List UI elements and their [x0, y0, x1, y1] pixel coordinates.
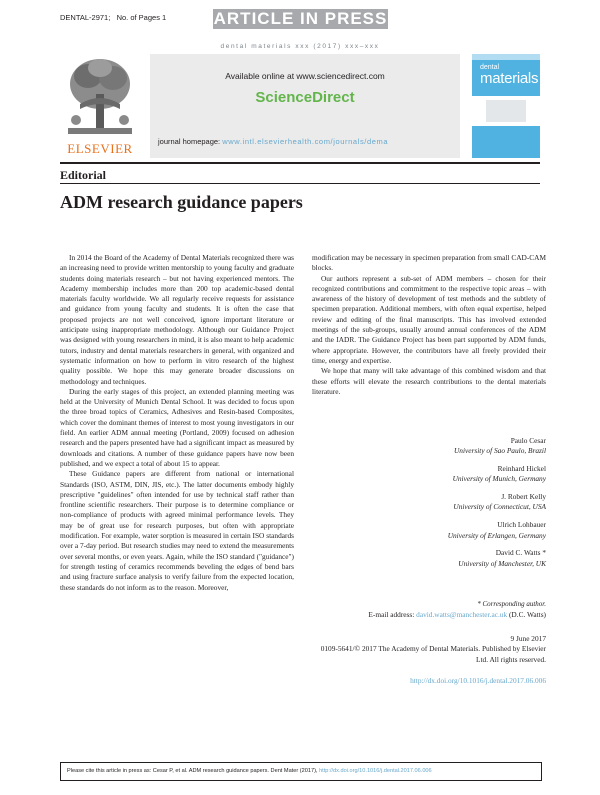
copyright-notice: 0109-5641/© 2017 The Academy of Dental Materials. Published by Elsevier Ltd. All rights reserved.: [320, 644, 546, 664]
cover-image-band: [472, 96, 540, 126]
author-affiliation: University of Connecticut, USA: [453, 502, 546, 512]
citation-doi-link[interactable]: http://dx.doi.org/10.1016/j.dental.2017.06.006: [319, 768, 432, 774]
available-online-text[interactable]: Available online at www.sciencedirect.com: [225, 71, 385, 81]
author-name: David C. Watts *: [495, 548, 546, 558]
manuscript-id: [60, 13, 166, 22]
author-affiliation: University of Erlangen, Germany: [447, 530, 546, 540]
journal-info-box: [150, 54, 460, 158]
doi-link[interactable]: http://dx.doi.org/10.1016/j.dental.2017.06.006: [410, 676, 546, 685]
author-entry: [312, 436, 546, 457]
author-name: J. Robert Kelly: [501, 492, 546, 502]
elsevier-tree-icon: [60, 54, 140, 140]
body-column-left: [60, 253, 294, 593]
body-paragraph: During the early stages of this project, an extended planning meeting was held at the University of Munich Dental School. It was decided to focus upon the three broad topics of Ceramics, Adhesives and Resin-based Composites, which cover the dominant themes of interest to most young investigators in our field. An earlier ADM annual meeting (Portland, 2009) focused on adhesion research and the papers presented have had a significant impact as measured by downloads and citations. A number of these guidance papers have now been published, and we expect a total of about 15 to appear.: [60, 386, 294, 468]
header-rule: [60, 162, 540, 164]
publication-date: 9 June 2017: [510, 634, 546, 643]
email-link[interactable]: david.watts@manchester.ac.uk: [416, 610, 508, 619]
cover-title: [480, 64, 538, 86]
top-bar: [0, 0, 600, 30]
body-paragraph: We hope that many will take advantage of this combined wisdom and that these efforts will elevate the research contributions to the dental materials literature.: [312, 366, 546, 396]
author-affiliation: University of Munich, Germany: [452, 474, 546, 484]
author-entry: [312, 464, 546, 485]
homepage-link[interactable]: www.intl.elsevierhealth.com/journals/dema: [222, 137, 389, 146]
section-rule: [60, 183, 540, 184]
author-name: Ulrich Lohbauer: [497, 520, 546, 530]
body-column-right: [312, 253, 546, 397]
email-line: [312, 610, 546, 620]
journal-reference: dental materials xxx (2017) xxx–xxx: [220, 43, 380, 50]
article-title: ADM research guidance papers: [60, 192, 303, 212]
article-in-press-banner: ARTICLE IN PRESS: [213, 9, 388, 28]
citation-text: [67, 768, 432, 774]
author-name: Paulo Cesar: [510, 436, 546, 445]
author-list: [312, 436, 546, 576]
page-count: No. of Pages 1: [116, 13, 167, 22]
manuscript-id-text: DENTAL-2971;: [60, 13, 111, 22]
body-paragraph: Our authors represent a sub-set of ADM members – chosen for their recognized contributions and commitment to the respective topic areas – with awareness of the history of development of test methods and the subtlety of specimen preparation. Additional members, with often equal expertise, helped review and editing of the final manuscripts. This has involved extended meetings of the sub-groups, usually around annual conferences of the ADM and the IADR. The Guidance Project has been part supported by ADM funds, where appropriate. However, the contributors have all freely provided their time, energy and expertise.: [312, 273, 546, 365]
author-entry: [312, 548, 546, 569]
body-paragraph: In 2014 the Board of the Academy of Dental Materials recognized there was an increasing need to provide written mentorship to young faculty and graduate students doing materials research – but not having experienced mentors. The Academy membership includes more than 200 top academic-based dental materials faculty worldwide. We all regularly receive requests for assistance and guidance from young faculty and students. It is often the case that proposed projects are not well conceived, ignore important literature or anticipate using inappropriate methodology. Although our Guidance Project was designed with young researchers in mind, it is also meant to help academic tutors, industry and dental materials researchers in general, with organized and systematic information on how to perform in vitro research of the highest quality possible. We hope this may generate broader discussions on methodology and techniques.: [60, 253, 294, 386]
author-affiliation: University of Manchester, UK: [458, 558, 546, 568]
body-paragraph: modification may be necessary in specimen preparation from small CAD-CAM blocks.: [312, 253, 546, 273]
author-affiliation: University of Sao Paulo, Brazil: [454, 446, 546, 456]
author-entry: [312, 520, 546, 541]
journal-homepage: [158, 137, 388, 146]
section-label: Editorial: [60, 168, 107, 182]
journal-cover: [472, 54, 540, 158]
elsevier-logo: [60, 54, 140, 158]
author-name: Reinhard Hickel: [497, 464, 546, 474]
body-paragraph: These Guidance papers are different from national or international Standards (ISO, ASTM, DIN, JIS, etc.). The latter documents embody highly prescriptive "guidelines" often intended for use by technical staff rather than frontline scientific researchers. Their purpose is to determine compliance or non-compliance of products with agreed minimal performance levels. They may be of great use for research purposes, but often with appropriate modification. For example, water sorption is measured in certain ISO standards over a 7-day period. But research studies may need to extend the measurements over several months, or even years. Again, while the ISO standard ("guidance") for strength testing of ceramics recommends beveling the edges of bend bars and using fracture surface analysis to verify failure from the expected location, these standards do not inform as to the reason. Moreover,: [60, 469, 294, 592]
email-suffix: (D.C. Watts): [508, 610, 546, 619]
elsevier-wordmark: ELSEVIER: [67, 141, 133, 156]
homepage-label: journal homepage:: [158, 137, 221, 146]
citation-prefix: Please cite this article in press as: Cesar P, et al. ADM research guidance papers. Dent Mater (2017),: [67, 768, 318, 774]
cover-image: [486, 100, 526, 122]
publication-info: [312, 634, 546, 665]
sciencedirect-logo[interactable]: ScienceDirect: [255, 89, 355, 106]
citation-footer: [60, 762, 542, 781]
journal-header: [60, 54, 540, 160]
corresponding-author-note: * Corresponding author.: [477, 600, 546, 608]
cover-title-line2: materials: [480, 70, 539, 87]
author-entry: [312, 492, 546, 513]
email-label: E-mail address:: [368, 610, 415, 619]
cover-top-strip: [472, 54, 540, 60]
cover-title-line1: dental: [480, 64, 500, 71]
